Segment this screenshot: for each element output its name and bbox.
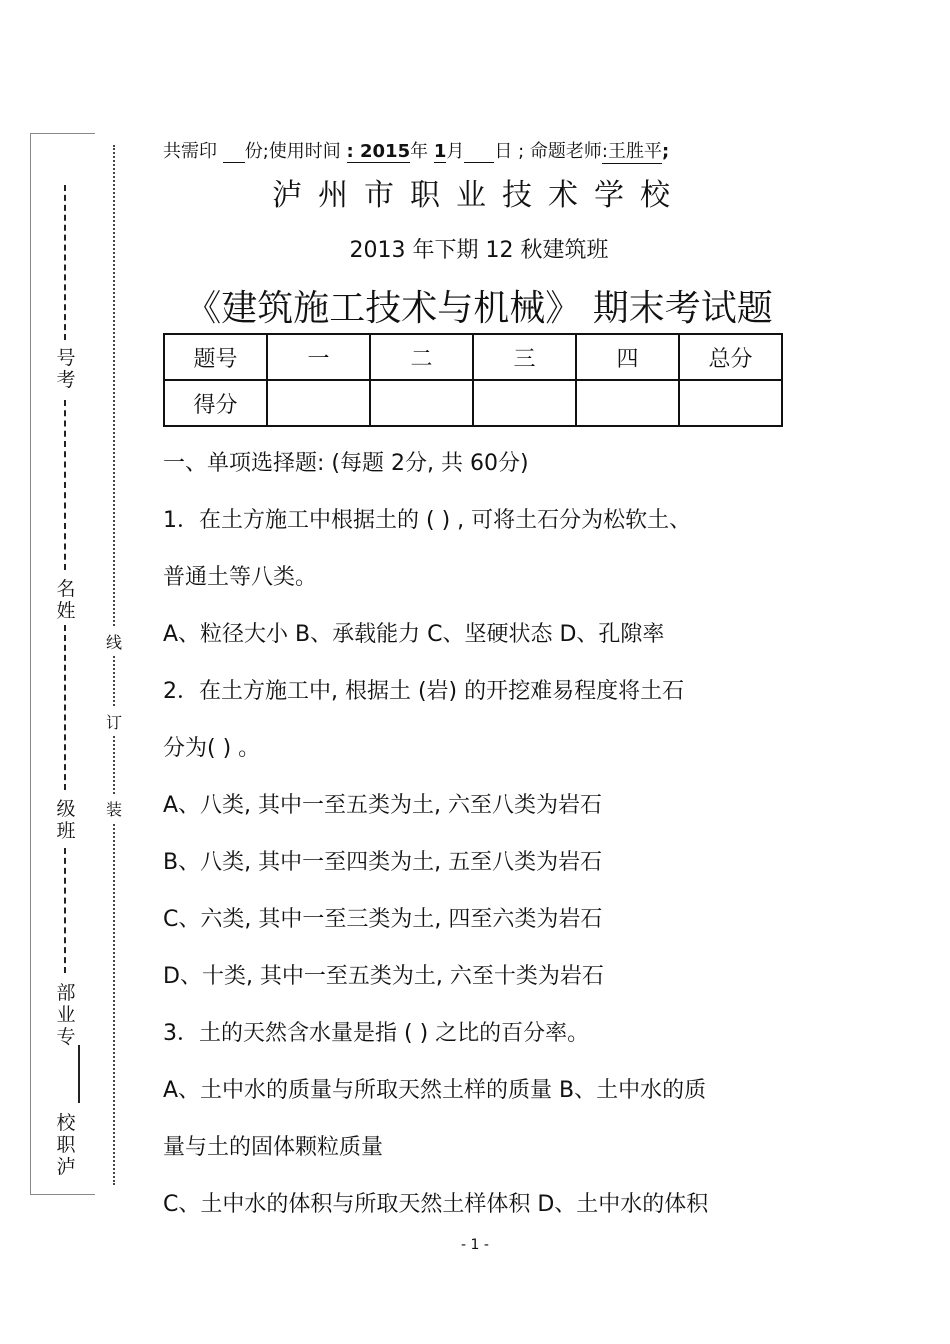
question-line: 1．在土方施工中根据土的 ( ) , 可将土石分为松软土、 [163, 508, 692, 533]
question-line: 3．土的天然含水量是指 ( ) 之比的百分率。 [163, 1021, 590, 1046]
year-unit: 年 [410, 141, 429, 162]
option-line: B、八类, 其中一至四类为土, 五至八类为岩石 [163, 850, 603, 875]
exam-number-label: 号考 [56, 347, 76, 391]
table-cell: 得分 [164, 380, 267, 426]
score-table-score-row [164, 380, 782, 426]
table-cell: 题号 [164, 334, 267, 380]
day-unit: 日 ; [494, 141, 525, 162]
question-line: 分为( ) 。 [163, 736, 261, 761]
binding-dotted-line [113, 145, 115, 1185]
table-cell: 三 [473, 334, 576, 380]
page-number: - 1 - [461, 1237, 489, 1253]
name-label: 名姓 [56, 578, 76, 622]
score-table-header-row [164, 334, 782, 380]
binding-word-bind: 订 [104, 708, 124, 735]
score-entry-cell[interactable] [473, 380, 576, 426]
school-label: 校职泸 [56, 1112, 76, 1178]
option-line: D、十类, 其中一至五类为土, 六至十类为岩石 [163, 964, 604, 989]
table-cell: 四 [576, 334, 679, 380]
score-entry-cell[interactable] [267, 380, 370, 426]
score-entry-cell[interactable] [370, 380, 473, 426]
table-cell: 总分 [679, 334, 782, 380]
exam-year: : 2015 [346, 141, 411, 162]
score-entry-cell[interactable] [679, 380, 782, 426]
school-fill-line [78, 1045, 80, 1103]
section-heading: 一、单项选择题: (每题 2分, 共 60分) [163, 451, 529, 476]
term-class: 2013 年下期 12 秋建筑班 [349, 238, 609, 263]
header-end: ; [661, 141, 670, 162]
option-line: A、土中水的质量与所取天然土样的质量 B、土中水的质 [163, 1078, 707, 1103]
binding-word-mount: 装 [104, 795, 124, 822]
school-name: 泸州市职业技术学校 [272, 178, 686, 213]
option-line: C、六类, 其中一至三类为土, 四至六类为岩石 [163, 907, 603, 932]
score-table [163, 333, 783, 427]
question-line: 普通土等八类。 [163, 565, 318, 590]
options-line: A、粒径大小 B、承载能力 C、坚硬状态 D、孔隙率 [163, 622, 665, 647]
copies-blank [223, 141, 245, 163]
teacher-label: 命题老师 [529, 141, 602, 162]
table-cell: 二 [370, 334, 473, 380]
exam-month: 1 [433, 141, 447, 162]
class-label: 级班 [56, 798, 76, 842]
binding-word-line: 线 [104, 628, 124, 655]
day-blank [464, 141, 494, 163]
teacher-name: :王胜平 [602, 137, 662, 164]
copies-label: 共需印 [163, 141, 217, 162]
class-fill-line [64, 625, 66, 790]
month-unit: 月 [446, 141, 465, 162]
exam-title: 《建筑施工技术与机械》 期末考试题 [185, 288, 773, 329]
score-entry-cell[interactable] [576, 380, 679, 426]
table-cell: 一 [267, 334, 370, 380]
option-line: C、土中水的体积与所取天然土样体积 D、土中水的体积 [163, 1192, 709, 1217]
name-fill-line [64, 400, 66, 570]
copies-suffix: 份;使用时间 [244, 141, 341, 162]
major-fill-line [64, 848, 66, 973]
exam-number-fill-line [64, 185, 66, 340]
question-line: 2．在土方施工中, 根据土 (岩) 的开挖难易程度将土石 [163, 679, 685, 704]
option-line: A、八类, 其中一至五类为土, 六至八类为岩石 [163, 793, 603, 818]
option-line: 量与土的固体颗粒质量 [163, 1135, 384, 1160]
major-label: 部业专 [56, 982, 76, 1048]
print-info-line [163, 137, 669, 164]
